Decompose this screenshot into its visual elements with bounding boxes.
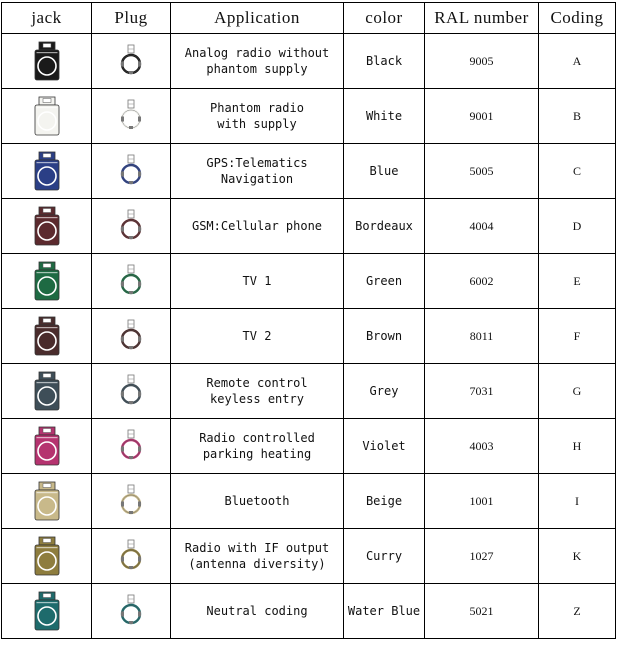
ral-number-cell: 4004 (425, 199, 539, 254)
application-cell: Phantom radio with supply (171, 89, 344, 144)
header-plug: Plug (92, 3, 171, 34)
plug-connector-icon (119, 594, 143, 628)
color-cell: Blue (344, 144, 425, 199)
application-cell: GPS:Telematics Navigation (171, 144, 344, 199)
application-cell: Radio with IF output (antenna diversity) (171, 529, 344, 584)
application-cell: Radio controlled parking heating (171, 419, 344, 474)
plug-connector-icon (119, 154, 143, 188)
fakra-coding-table (1, 2, 616, 639)
application-cell: GSM:Cellular phone (171, 199, 344, 254)
jack-connector-icon (33, 41, 61, 81)
color-cell: Water Blue (344, 584, 425, 639)
table-row (2, 474, 616, 529)
plug-connector-icon (119, 209, 143, 243)
table-row (2, 144, 616, 199)
jack-connector-icon (33, 96, 61, 136)
jack-cell (2, 364, 92, 419)
ral-number-cell: 5005 (425, 144, 539, 199)
plug-connector-icon (119, 374, 143, 408)
plug-cell (92, 364, 171, 419)
plug-cell (92, 199, 171, 254)
color-cell: White (344, 89, 425, 144)
ral-number-cell: 9005 (425, 34, 539, 89)
jack-cell (2, 474, 92, 529)
color-cell: Green (344, 254, 425, 309)
jack-connector-icon (33, 206, 61, 246)
application-cell: Analog radio without phantom supply (171, 34, 344, 89)
plug-cell (92, 89, 171, 144)
ral-number-cell: 1001 (425, 474, 539, 529)
jack-cell (2, 529, 92, 584)
table-row (2, 89, 616, 144)
application-cell: Remote control keyless entry (171, 364, 344, 419)
jack-cell (2, 309, 92, 364)
ral-number-cell: 8011 (425, 309, 539, 364)
ral-number-cell: 5021 (425, 584, 539, 639)
application-cell: TV 2 (171, 309, 344, 364)
jack-cell (2, 584, 92, 639)
plug-cell (92, 474, 171, 529)
ral-number-cell: 1027 (425, 529, 539, 584)
application-cell: TV 1 (171, 254, 344, 309)
color-cell: Grey (344, 364, 425, 419)
color-cell: Brown (344, 309, 425, 364)
coding-cell: C (539, 144, 616, 199)
jack-cell (2, 419, 92, 474)
plug-cell (92, 309, 171, 364)
table-row (2, 34, 616, 89)
table-row (2, 254, 616, 309)
jack-connector-icon (33, 151, 61, 191)
plug-connector-icon (119, 44, 143, 78)
color-cell: Beige (344, 474, 425, 529)
jack-cell (2, 34, 92, 89)
coding-cell: A (539, 34, 616, 89)
table-row (2, 529, 616, 584)
coding-cell: B (539, 89, 616, 144)
plug-connector-icon (119, 484, 143, 518)
coding-cell: D (539, 199, 616, 254)
jack-connector-icon (33, 536, 61, 576)
plug-cell (92, 529, 171, 584)
application-cell: Bluetooth (171, 474, 344, 529)
plug-connector-icon (119, 264, 143, 298)
plug-connector-icon (119, 99, 143, 133)
coding-cell: H (539, 419, 616, 474)
plug-connector-icon (119, 319, 143, 353)
color-cell: Bordeaux (344, 199, 425, 254)
coding-cell: K (539, 529, 616, 584)
header-ral-number: RAL number (425, 3, 539, 34)
jack-connector-icon (33, 481, 61, 521)
coding-cell: G (539, 364, 616, 419)
header-row (2, 3, 616, 34)
ral-number-cell: 7031 (425, 364, 539, 419)
header-application: Application (171, 3, 344, 34)
jack-cell (2, 144, 92, 199)
coding-cell: I (539, 474, 616, 529)
plug-cell (92, 144, 171, 199)
header-jack: jack (2, 3, 92, 34)
plug-connector-icon (119, 429, 143, 463)
application-cell: Neutral coding (171, 584, 344, 639)
table-row (2, 364, 616, 419)
table-row (2, 584, 616, 639)
coding-cell: F (539, 309, 616, 364)
plug-cell (92, 254, 171, 309)
header-coding: Coding (539, 3, 616, 34)
jack-connector-icon (33, 371, 61, 411)
header-color: color (344, 3, 425, 34)
color-cell: Violet (344, 419, 425, 474)
color-cell: Black (344, 34, 425, 89)
jack-connector-icon (33, 316, 61, 356)
table-row (2, 419, 616, 474)
jack-cell (2, 199, 92, 254)
jack-connector-icon (33, 426, 61, 466)
coding-cell: E (539, 254, 616, 309)
plug-cell (92, 419, 171, 474)
plug-connector-icon (119, 539, 143, 573)
ral-number-cell: 4003 (425, 419, 539, 474)
plug-cell (92, 584, 171, 639)
jack-cell (2, 254, 92, 309)
table-row (2, 199, 616, 254)
ral-number-cell: 6002 (425, 254, 539, 309)
ral-number-cell: 9001 (425, 89, 539, 144)
color-cell: Curry (344, 529, 425, 584)
jack-connector-icon (33, 261, 61, 301)
jack-cell (2, 89, 92, 144)
plug-cell (92, 34, 171, 89)
jack-connector-icon (33, 591, 61, 631)
table-row (2, 309, 616, 364)
coding-cell: Z (539, 584, 616, 639)
